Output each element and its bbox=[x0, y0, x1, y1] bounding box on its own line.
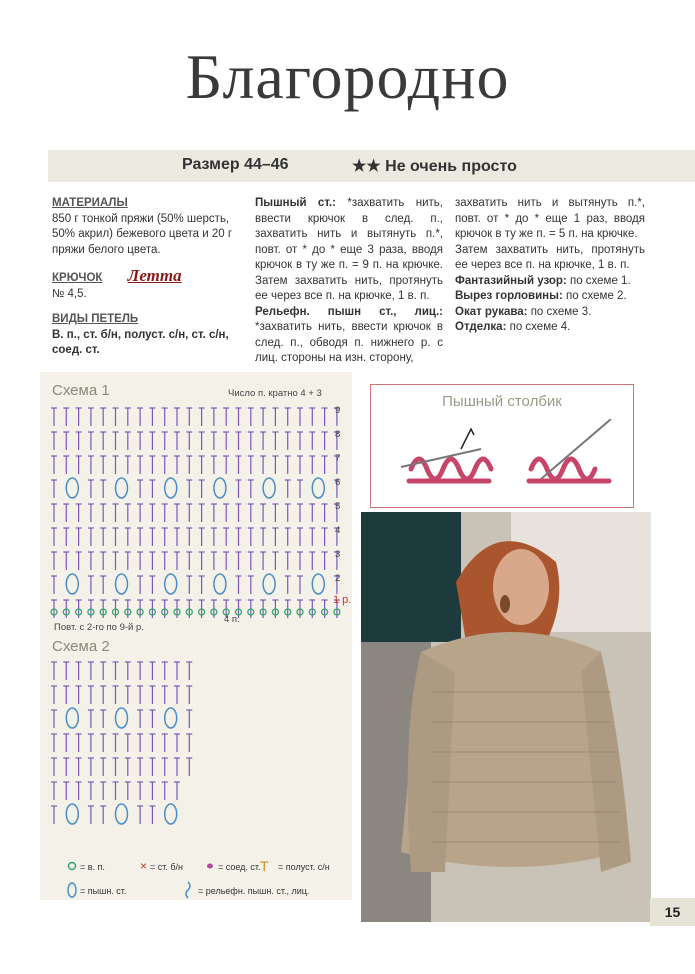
legend-puff: = пышн. ст. bbox=[80, 886, 127, 896]
row-number: 4 bbox=[335, 525, 341, 536]
brand-logo: Летта bbox=[127, 266, 182, 285]
schema2-title: Схема 2 bbox=[52, 638, 110, 655]
legend-slst: = соед. ст. bbox=[218, 862, 261, 872]
hdc-icon: T bbox=[260, 858, 269, 874]
sc-icon: × bbox=[140, 859, 148, 873]
puff-stitch bbox=[66, 804, 78, 824]
fancy-text: по схеме 1. bbox=[566, 274, 631, 287]
sleeve-label: Окат рукава: bbox=[455, 305, 528, 318]
schema1-title: Схема 1 bbox=[52, 382, 110, 399]
hook-heading: КРЮЧОК bbox=[52, 272, 103, 284]
relief-text: *захватить нить, ввести крючок в след. п., обводя п. нижнего р. с лиц. стороны на изн. сторону, bbox=[255, 321, 443, 364]
puff-stitch bbox=[116, 478, 128, 498]
sweater-photo bbox=[361, 512, 651, 922]
puff-stitch bbox=[263, 478, 275, 498]
puff-stitch bbox=[66, 478, 78, 498]
puff-box-title: Пышный столбик bbox=[442, 393, 562, 410]
row-number: 6 bbox=[335, 477, 341, 488]
legend-chain: = в. п. bbox=[80, 862, 105, 872]
pattern-instructions bbox=[455, 196, 645, 336]
row-number: 2 bbox=[335, 573, 341, 584]
stitches-text: В. п., ст. б/н, полуст. с/н, ст. с/н, соед. ст. bbox=[52, 328, 229, 356]
puff-stitch bbox=[214, 478, 226, 498]
finish-label: Отделка: bbox=[455, 321, 507, 333]
row-number: 5 bbox=[335, 501, 341, 512]
neck-text: по схеме 2. bbox=[562, 290, 627, 302]
fancy-label: Фантазийный узор: bbox=[455, 274, 567, 287]
chain-icon bbox=[69, 863, 76, 870]
materials-column bbox=[52, 196, 242, 359]
puff-stitch bbox=[116, 574, 128, 594]
schema2-diagram bbox=[40, 656, 350, 836]
page-number: 15 bbox=[650, 898, 695, 926]
size-label: Размер 44–46 bbox=[182, 156, 289, 173]
puff-stitch-box bbox=[370, 384, 634, 508]
legend-hdc: = полуст. с/н bbox=[278, 862, 330, 872]
puff-instructions bbox=[255, 196, 443, 367]
puff-stitch-illustration bbox=[391, 419, 616, 501]
materials-heading: МАТЕРИАЛЫ bbox=[52, 197, 128, 209]
puff-stitch bbox=[214, 574, 226, 594]
puff-stitch bbox=[165, 574, 177, 594]
stitches-heading: ВИДЫ ПЕТЕЛЬ bbox=[52, 313, 139, 325]
puff-stitch bbox=[116, 804, 128, 824]
puff-stitch bbox=[165, 708, 177, 728]
neck-label: Вырез горловины: bbox=[455, 290, 563, 302]
relief-continued-2: Затем захватить нить, протянуть ее через все п. на крючке, 1 в. п. bbox=[455, 243, 645, 271]
difficulty-label: ★★ Не очень просто bbox=[352, 158, 517, 175]
relief-puff-icon bbox=[186, 882, 190, 898]
puff-stitch bbox=[312, 478, 324, 498]
repeat-width: 4 п. bbox=[224, 614, 240, 625]
puff-stitch bbox=[263, 574, 275, 594]
finish-text: по схеме 4. bbox=[506, 321, 571, 333]
puff-stitch bbox=[66, 708, 78, 728]
legend-sc: = ст. б/н bbox=[150, 862, 184, 872]
sleeve-text: по схеме 3. bbox=[527, 305, 592, 318]
puff-stitch bbox=[165, 478, 177, 498]
legend-relief: = рельефн. пышн. ст., лиц. bbox=[198, 886, 310, 896]
relief-label: Рельефн. пышн ст., лиц.: bbox=[255, 305, 443, 318]
relief-continued: захватить нить и вытянуть п.*, повт. от * до * еще 1 раз, вводя крючок в ту же п. = 5 п. на крючке. bbox=[455, 197, 645, 240]
hook-value: № 4,5. bbox=[52, 287, 87, 300]
row-number: 3 bbox=[335, 549, 341, 560]
row-number: 8 bbox=[335, 429, 341, 440]
schema1-diagram bbox=[40, 398, 350, 620]
puff-stitch bbox=[66, 574, 78, 594]
row-number: 7 bbox=[335, 453, 341, 464]
materials-text: 850 г тонкой пряжи (50% шерсть, 50% акрил) бежевого цвета и 20 г пряжи белого цвета. bbox=[52, 212, 233, 256]
repeat-note: Повт. с 2-го по 9-й р. bbox=[54, 622, 144, 633]
puff-text: *захватить нить, ввести крючок в след. п., захватить нить и вытянуть п.*, повт. от * до * еще 3 раза, вводя крючок в ту же п. = 9 п. на крючке. Затем захватить нить, протянуть ее через все п. на крючке, 1 в. п. bbox=[255, 197, 443, 302]
schema1-multiple: Число п. кратно 4 + 3 bbox=[228, 388, 322, 399]
page-title: Благородно bbox=[185, 41, 510, 112]
puff-icon bbox=[68, 883, 76, 897]
puff-stitch bbox=[116, 708, 128, 728]
puff-stitch bbox=[312, 574, 324, 594]
puff-label: Пышный ст.: bbox=[255, 197, 336, 209]
puff-stitch bbox=[165, 804, 177, 824]
row-number: 9 bbox=[335, 405, 341, 416]
first-row-label: 1 р. bbox=[333, 594, 352, 606]
slst-icon bbox=[207, 864, 213, 869]
